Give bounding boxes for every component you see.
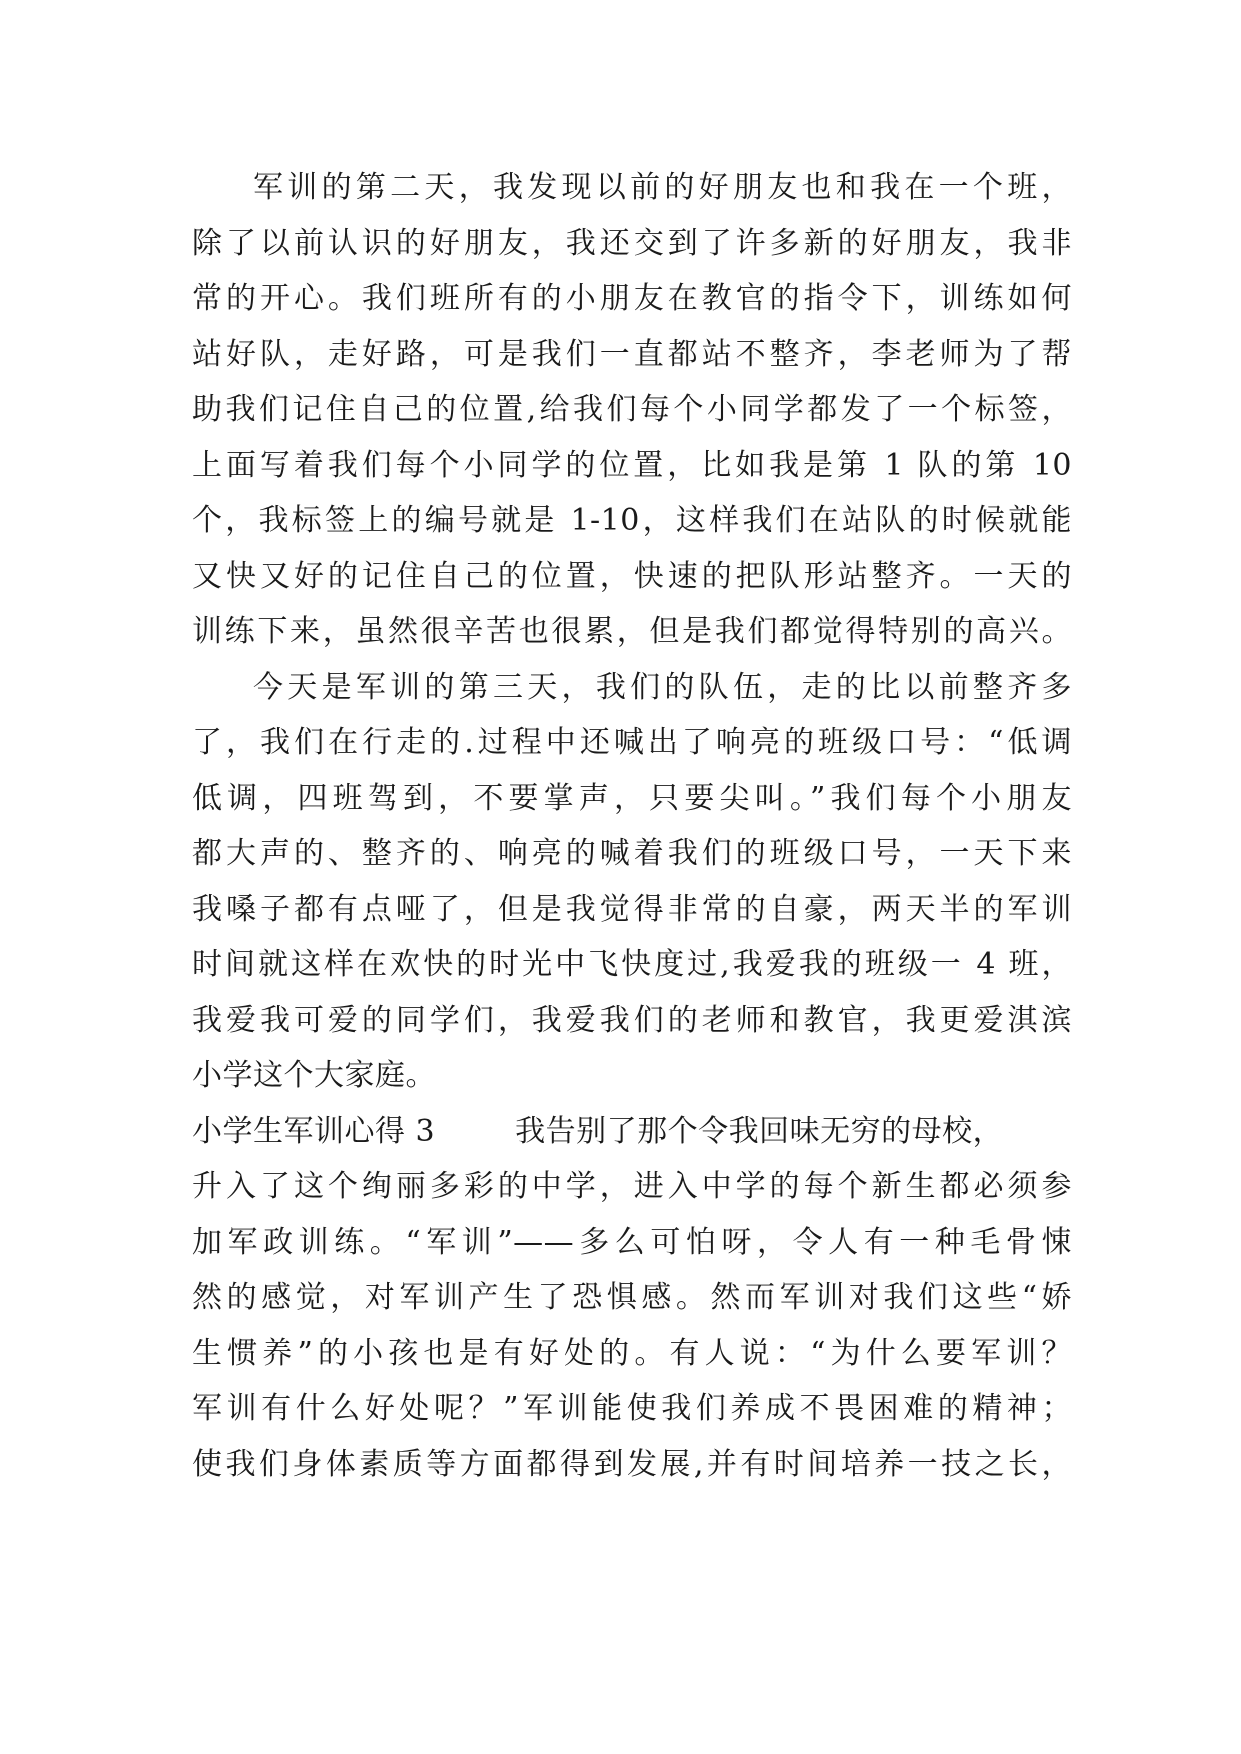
text-line: 了，我们在行走的.过程中还喊出了响亮的班级口号：“低调 [192,725,1072,760]
section-title: 小学生军训心得 3 [192,1113,436,1149]
text-line: 训练下来，虽然很辛苦也很累，但是我们都觉得特别的高兴。 [192,614,1072,649]
text-line: 都大声的、整齐的、响亮的喊着我们的班级口号，一天下来 [192,836,1072,871]
text-line: 站好队，走好路，可是我们一直都站不整齐，李老师为了帮 [192,336,1072,372]
text-line: 使我们身体素质等方面都得到发展,并有时间培养一技之长， [192,1446,1072,1482]
text-line: 我爱我可爱的同学们，我爱我们的老师和教官，我更爱淇滨 [192,1002,1072,1038]
text-line: 上面写着我们每个小同学的位置，比如我是第 1 队的第 10 [192,447,1072,483]
text-line: 小学这个大家庭。 [192,1058,436,1093]
paragraph-1 [192,160,1072,660]
text-line: 然的感觉，对军训产生了恐惧感。然而军训对我们这些“娇 [192,1280,1072,1315]
text-line: 升入了这个绚丽多彩的中学，进入中学的每个新生都必须参 [192,1169,1072,1204]
text-line: 常的开心。我们班所有的小朋友在教官的指令下，训练如何 [192,281,1072,316]
paragraph-3 [192,1104,1072,1493]
text-line: 军训的第二天，我发现以前的好朋友也和我在一个班， [253,170,1072,205]
text-line: 时间就这样在欢快的时光中飞快度过,我爱我的班级一 4 班， [192,947,1072,982]
text-line: 生惯养”的小孩也是有好处的。有人说：“为什么要军训？ [192,1335,1072,1371]
text-line: 我告别了那个令我回味无穷的母校， [515,1113,1004,1149]
text-line: 今天是军训的第三天，我们的队伍，走的比以前整齐多 [253,669,1072,705]
section-title-line [192,1104,1072,1160]
text-line: 低调，四班驾到，不要掌声，只要尖叫。”我们每个小朋友 [192,780,1072,816]
paragraph-2 [192,660,1072,1104]
text-line: 又快又好的记住自己的位置，快速的把队形站整齐。一天的 [192,558,1072,594]
text-line: 军训有什么好处呢？”军训能使我们养成不畏困难的精神； [192,1391,1072,1426]
document-body [192,160,1072,1492]
text-line: 加军政训练。“军训”——多么可怕呀，令人有一种毛骨悚 [192,1224,1072,1260]
text-line: 我嗓子都有点哑了，但是我觉得非常的自豪，两天半的军训 [192,891,1072,927]
text-line: 助我们记住自己的位置,给我们每个小同学都发了一个标签， [192,392,1072,427]
text-line: 个，我标签上的编号就是 1-10，这样我们在站队的时候就能 [192,503,1072,538]
text-line: 除了以前认识的好朋友，我还交到了许多新的好朋友，我非 [192,225,1072,261]
